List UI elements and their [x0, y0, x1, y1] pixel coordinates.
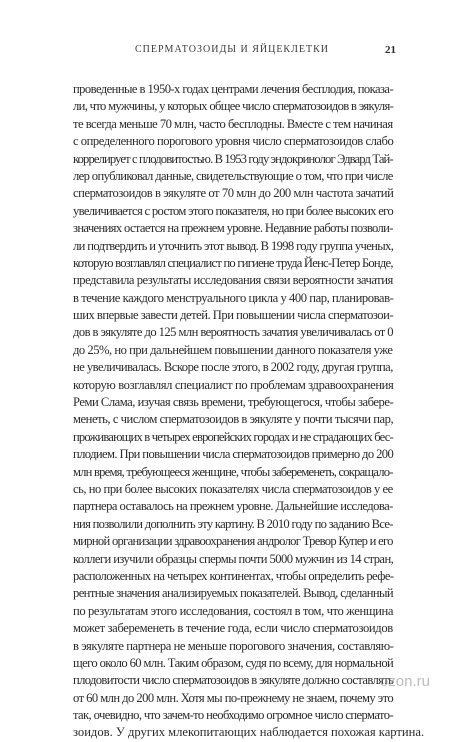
- text-line: от 60 млн до 200 млн. Хотя мы по-прежнему не знаем, почему это: [73, 690, 394, 705]
- text-line: может забеременеть в течение года, если число сперматозоидов: [73, 621, 393, 636]
- text-line: лер опубликовал данные, свидетельствующие о том, что при числе: [73, 168, 393, 183]
- text-line: менеть, с числом сперматозоидов в эякуляте у почти тысячи пар,: [73, 412, 394, 427]
- text-line: представила результаты исследования связи вероятности зачатия: [73, 273, 393, 288]
- text-line: плодием. При повышении числа сперматозоидов примерно до 200: [73, 447, 394, 462]
- page-number: 21: [385, 44, 396, 56]
- text-line: увеличивается с ростом этого показателя, но при более высоких его: [73, 203, 393, 218]
- text-line: зоидов. У других млекопитающих наблюдается похожая картина.: [73, 725, 425, 740]
- text-line: ших впервые завести детей. При повышении числа сперматозои-: [73, 308, 394, 323]
- text-line: Реми Слама, изучая связь времени, требующегося, чтобы забере-: [73, 395, 394, 410]
- running-title: СПЕРМАТОЗОИДЫ И ЯЙЦЕКЛЕТКИ: [135, 44, 329, 55]
- text-line: которую возглавлял специалист по гигиене труда Йенс-Петер Бонде,: [73, 255, 393, 270]
- watermark-logo: ozon.ru: [379, 673, 430, 690]
- text-line: проживающих в четырех европейских городах и не страдающих бес-: [73, 429, 393, 444]
- text-line: расположенных на четырех континентах, чтобы определить рефе-: [73, 568, 394, 583]
- text-line: в эякуляте партнера не меньше порогового значения, составляю-: [73, 638, 394, 653]
- text-line: до 25%, но при дальнейшем повышении данного показателя уже: [73, 342, 393, 357]
- text-line: ли подтвердить и уточнить этот вывод. В 1998 году группа ученых,: [73, 238, 394, 253]
- text-line: по результатам этого исследования, состоял в том, что женщина: [73, 603, 394, 618]
- text-line: значениях остается на прежнем уровне. Недавние работы позволи-: [73, 221, 393, 236]
- text-line: щего около 60 млн. Таким образом, судя по всему, для нормальной: [73, 655, 394, 670]
- running-header: [0, 44, 464, 60]
- text-line: коллеги изучили образцы спермы почти 5000 мужчин из 14 стран,: [73, 551, 394, 566]
- text-line: коррелирует с плодовитостью. В 1953 году эндокринолог Эдвард Тай-: [73, 151, 393, 166]
- text-line: плодовитости число сперматозоидов в эякуляте должно составлять: [73, 673, 394, 688]
- text-line: те всегда меньше 70 млн, часто бесплодны. Вместе с тем начиная: [73, 116, 393, 131]
- text-line: ли, что мужчины, у которых общее число сперматозоидов в эякуля-: [73, 99, 394, 114]
- text-line: сперматозоидов в эякуляте от 70 млн до 200 млн частота зачатий: [73, 186, 394, 201]
- text-line: мирной организации здравоохранения андролог Тревор Купер и его: [73, 534, 393, 549]
- text-line: с определенного порогового уровня число сперматозоидов слабо: [73, 134, 394, 149]
- text-line: в течение каждого менструального цикла у 400 пар, планировав-: [73, 290, 394, 305]
- text-line: не увеличивалась. Вскоре после этого, в 2002 году, другая группа,: [73, 360, 393, 375]
- text-line: которую возглавлял специалист по проблемам здравоохранения: [73, 377, 394, 392]
- text-line: так, очевидно, что зачем-то необходимо огромное число спермато-: [73, 708, 394, 723]
- text-line: рентные значения анализируемых показателей. Вывод, сделанный: [73, 586, 394, 601]
- text-line: сь, но при более высоких показателях числа сперматозоидов у ее: [73, 481, 393, 496]
- text-line: млн время, требующееся женщине, чтобы забеременеть, сокращало-: [73, 464, 393, 479]
- text-line: ния позволили дополнить эту картину. В 2010 году по заданию Все-: [73, 516, 393, 531]
- text-line: дов в эякуляте до 125 млн вероятность зачатия увеличивалась от 0: [73, 325, 394, 340]
- text-line: проведенные в 1950-х годах центрами лечения бесплодия, показа-: [73, 82, 394, 96]
- text-line: партнера оставалось на прежнем уровне. Дальнейшие исследова-: [73, 499, 393, 514]
